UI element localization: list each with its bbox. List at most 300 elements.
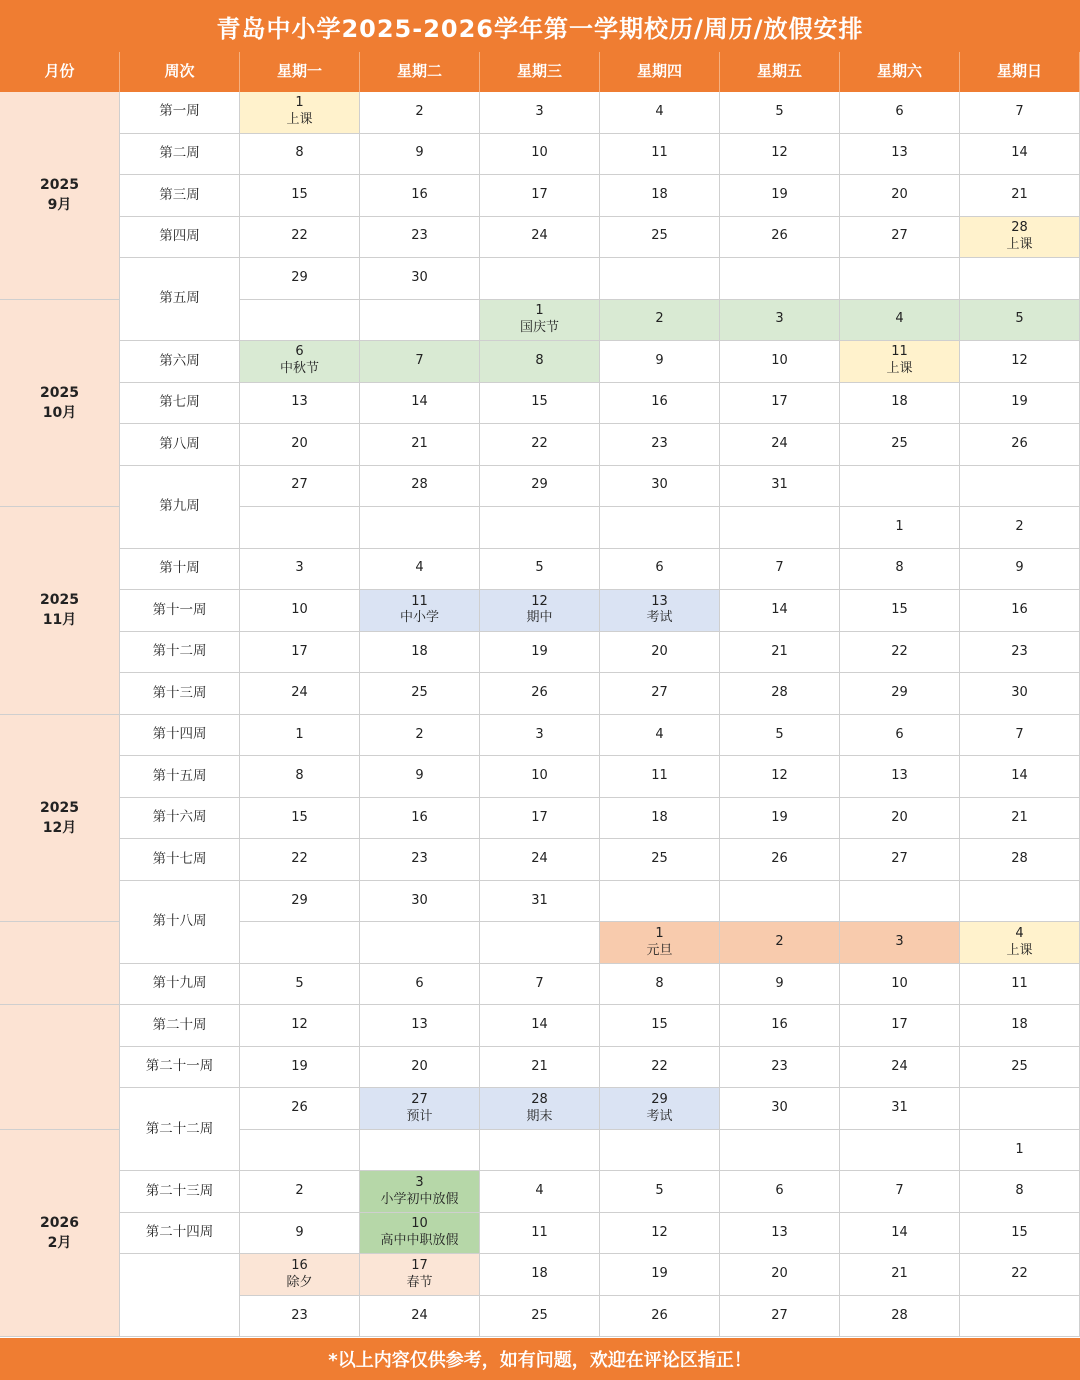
month-label [0,300,120,508]
day-number: 31 [771,477,788,493]
day-cell [960,1171,1080,1213]
day-note: 中秋节 [279,361,319,377]
day-number: 31 [531,892,548,908]
day-cell [360,1088,480,1130]
day-number: 27 [411,1091,428,1107]
day-cell [840,1296,960,1338]
day-number: 5 [535,560,544,576]
day-cell [720,507,840,549]
month-year: 2025 [40,176,79,193]
day-cell [840,922,960,964]
day-number: 23 [771,1058,788,1074]
day-number: 29 [291,269,308,285]
day-cell [600,258,720,300]
day-number: 8 [655,975,664,991]
day-cell [480,258,600,300]
week-name: 第十三周 [152,684,207,701]
column-header-label: 星期二 [396,62,442,81]
day-number: 2 [295,1183,304,1199]
day-cell [720,424,840,466]
day-number: 14 [531,1017,548,1033]
day-number: 31 [891,1100,908,1116]
week-name: 第六周 [159,352,200,369]
day-cell [360,881,480,923]
day-note: 期中 [526,610,553,626]
day-cell [720,756,840,798]
day-number: 13 [891,145,908,161]
day-number: 30 [411,892,428,908]
day-number: 17 [771,394,788,410]
week-label [120,1005,240,1047]
day-cell [360,715,480,757]
day-cell [960,839,1080,881]
month-year: 2026 [40,1214,79,1231]
day-cell [720,673,840,715]
week-label [120,881,240,964]
day-number: 25 [531,1307,548,1323]
day-cell [360,1296,480,1338]
day-number: 15 [891,602,908,617]
day-number: 9 [1015,560,1024,576]
day-number: 23 [651,435,668,451]
day-number: 19 [771,809,788,825]
week-name: 第十一周 [152,601,207,618]
day-number: 22 [291,228,308,244]
month-year: 2025 [40,799,79,816]
day-cell [720,964,840,1006]
week-label-empty [120,1254,240,1337]
day-number: 7 [535,975,544,991]
day-number: 15 [651,1017,668,1033]
week-label [120,673,240,715]
day-number: 3 [295,560,304,576]
week-name: 第一周 [159,103,200,120]
day-cell [960,507,1080,549]
day-cell [480,300,600,342]
day-number: 16 [411,186,428,202]
day-number: 29 [651,1091,668,1107]
day-cell [840,466,960,508]
week-label [120,839,240,881]
day-number: 27 [891,228,908,244]
day-cell [960,258,1080,300]
day-cell [480,383,600,425]
day-number: 26 [771,228,788,244]
day-cell [720,1088,840,1130]
day-cell [360,756,480,798]
day-number: 16 [1011,602,1028,617]
day-number: 16 [771,1017,788,1033]
day-cell [840,632,960,674]
day-cell [240,92,360,134]
week-name: 第二周 [159,145,200,161]
day-number: 8 [295,145,304,161]
day-note: 高中中职放假 [380,1233,459,1249]
day-cell [600,424,720,466]
day-cell [840,798,960,840]
day-cell [840,424,960,466]
day-cell [720,1047,840,1089]
day-cell [600,715,720,757]
day-cell [960,1047,1080,1089]
day-number: 26 [1011,435,1028,451]
day-number: 4 [535,1183,544,1199]
column-header [360,52,480,92]
day-number: 17 [531,186,548,202]
column-header-label: 星期三 [516,62,562,81]
week-name: 第十六周 [152,809,207,826]
day-cell [360,922,480,964]
day-number: 28 [891,1307,908,1323]
day-cell [240,1213,360,1255]
day-cell [960,175,1080,217]
day-number: 11 [651,768,668,784]
day-number: 29 [531,477,548,493]
day-cell [840,175,960,217]
day-cell [240,756,360,798]
day-cell [720,1213,840,1255]
day-number: 3 [415,1174,424,1190]
day-number: 5 [655,1183,664,1199]
day-number: 11 [1011,975,1028,991]
day-number: 30 [651,477,668,493]
week-name: 第十周 [159,560,200,577]
day-cell [360,1213,480,1255]
day-cell [480,1171,600,1213]
week-label [120,217,240,259]
day-cell [840,383,960,425]
day-cell [360,590,480,632]
day-note: 上课 [886,361,913,377]
day-number: 3 [535,726,544,742]
month-label [0,715,120,923]
day-cell [600,549,720,591]
day-cell [360,632,480,674]
day-cell [600,922,720,964]
day-cell [480,881,600,923]
day-number: 7 [415,352,424,368]
day-cell [360,507,480,549]
day-number: 18 [651,186,668,202]
day-cell [600,507,720,549]
day-number: 15 [531,394,548,410]
day-number: 26 [651,1307,668,1323]
day-number: 24 [891,1058,908,1074]
day-cell [600,383,720,425]
week-name: 第五周 [159,290,200,307]
day-cell [840,1005,960,1047]
day-cell [240,383,360,425]
day-cell [360,175,480,217]
week-label [120,1171,240,1213]
day-cell [240,300,360,342]
week-label [120,549,240,591]
week-label [120,175,240,217]
day-cell [240,1296,360,1338]
day-number: 10 [771,352,788,368]
month-label [0,92,120,300]
day-cell [480,756,600,798]
day-note: 中小学 [399,610,439,626]
day-cell [720,217,840,259]
day-cell [240,922,360,964]
day-number: 28 [771,685,788,701]
day-number: 24 [531,851,548,867]
day-number: 4 [655,103,664,119]
day-cell [720,1254,840,1296]
day-cell [960,1254,1080,1296]
day-number: 22 [1011,1266,1028,1282]
day-cell [600,798,720,840]
week-name: 第十五周 [152,767,207,784]
day-number: 30 [411,269,428,285]
day-number: 12 [1011,352,1028,368]
day-number: 27 [891,851,908,867]
day-cell [600,217,720,259]
day-note: 期末 [526,1108,553,1124]
month-name: 11月 [42,612,77,629]
week-label [120,424,240,466]
day-cell [240,549,360,591]
day-note: 除夕 [286,1274,313,1290]
day-number: 21 [411,435,428,451]
day-cell [480,507,600,549]
day-number: 11 [891,344,908,360]
day-cell [840,134,960,176]
day-number: 14 [1011,145,1028,161]
day-cell [480,1296,600,1338]
day-number: 4 [895,311,904,327]
day-number: 6 [895,103,904,119]
day-cell [360,258,480,300]
day-note: 考试 [646,1108,673,1124]
day-number: 23 [291,1307,308,1323]
day-cell [480,217,600,259]
day-cell [600,1171,720,1213]
day-cell [480,549,600,591]
day-cell [840,92,960,134]
week-name: 第十四周 [152,726,207,743]
day-cell [480,590,600,632]
day-cell [720,715,840,757]
day-cell [600,341,720,383]
day-cell [240,715,360,757]
day-note: 小学初中放假 [380,1191,459,1207]
day-number: 7 [775,560,784,576]
week-label [120,134,240,176]
day-cell [600,1088,720,1130]
day-number: 21 [1011,186,1028,202]
day-cell [840,549,960,591]
day-cell [840,590,960,632]
day-cell [240,881,360,923]
day-cell [360,673,480,715]
day-cell [960,1088,1080,1130]
day-number: 16 [651,394,668,410]
day-number: 28 [1011,219,1028,235]
day-number: 18 [1011,1017,1028,1033]
day-cell [720,1171,840,1213]
day-cell [480,92,600,134]
week-label [120,258,240,341]
day-cell [720,258,840,300]
day-cell [720,383,840,425]
day-number: 10 [531,768,548,784]
column-header [840,52,960,92]
day-number: 14 [411,394,428,410]
day-number: 21 [1011,809,1028,825]
day-number: 10 [411,1216,428,1232]
day-number: 8 [535,352,544,368]
day-cell [960,134,1080,176]
day-cell [720,1130,840,1172]
day-cell [600,964,720,1006]
day-number: 25 [891,435,908,451]
day-number: 30 [1011,685,1028,701]
day-number: 13 [291,394,308,410]
day-number: 1 [295,726,304,742]
day-cell [840,300,960,342]
column-header-label: 星期一 [276,62,322,81]
day-number: 26 [291,1100,308,1116]
day-number: 3 [895,934,904,950]
day-cell [720,922,840,964]
day-cell [240,1088,360,1130]
day-cell [960,922,1080,964]
day-cell [600,300,720,342]
week-name: 第二十周 [152,1016,207,1033]
day-number: 12 [771,145,788,161]
day-cell [600,1130,720,1172]
week-label [120,964,240,1006]
day-number: 20 [771,1266,788,1282]
day-number: 10 [291,602,308,617]
day-cell [240,466,360,508]
day-cell [720,839,840,881]
day-cell [480,1130,600,1172]
day-cell [840,756,960,798]
day-number: 19 [771,186,788,202]
day-cell [720,549,840,591]
day-cell [480,1047,600,1089]
week-label [120,383,240,425]
month-label [0,507,120,715]
day-cell [720,881,840,923]
day-cell [960,1130,1080,1172]
day-number: 27 [771,1307,788,1323]
page-title: 青岛中小学2025-2026学年第一学期校历/周历/放假安排 [0,0,1080,52]
day-number: 22 [531,435,548,451]
day-cell [960,549,1080,591]
day-number: 21 [771,643,788,659]
day-cell [480,1254,600,1296]
day-number: 24 [771,435,788,451]
day-number: 2 [415,103,424,119]
day-cell [840,1213,960,1255]
week-name: 第三周 [159,186,200,203]
column-header [240,52,360,92]
day-number: 1 [295,95,304,111]
day-note: 国庆节 [519,319,559,335]
day-number: 3 [775,311,784,327]
day-number: 1 [535,302,544,318]
month-name: 2月 [47,1235,72,1252]
day-number: 24 [291,685,308,701]
day-number: 20 [891,809,908,825]
day-cell [840,1254,960,1296]
day-number: 3 [535,103,544,119]
month-name: 10月 [42,404,77,421]
day-number: 8 [295,768,304,784]
day-cell [960,756,1080,798]
day-cell [840,964,960,1006]
day-cell [720,1296,840,1338]
day-cell [960,383,1080,425]
day-number: 2 [1015,518,1024,534]
day-cell [240,1130,360,1172]
column-header-label: 星期五 [756,62,802,81]
day-number: 6 [895,726,904,742]
day-cell [360,964,480,1006]
day-number: 2 [655,311,664,327]
day-number: 2 [775,934,784,950]
day-number: 21 [891,1266,908,1282]
day-number: 20 [891,186,908,202]
day-cell [240,341,360,383]
day-cell [840,673,960,715]
day-number: 17 [891,1017,908,1033]
day-number: 8 [895,560,904,576]
day-cell [960,964,1080,1006]
day-cell [600,175,720,217]
day-number: 7 [895,1183,904,1199]
day-number: 6 [415,975,424,991]
day-number: 29 [291,892,308,908]
day-number: 14 [891,1224,908,1240]
month-year: 2025 [40,592,79,609]
day-number: 19 [291,1058,308,1074]
week-name: 第七周 [159,394,200,411]
day-number: 9 [415,768,424,784]
month-label [0,922,120,1005]
day-cell [720,92,840,134]
day-number: 13 [411,1017,428,1033]
day-cell [960,632,1080,674]
day-cell [480,1213,600,1255]
day-number: 1 [1015,1141,1024,1157]
day-number: 2 [415,726,424,742]
day-number: 14 [771,602,788,617]
day-cell [360,383,480,425]
day-cell [960,1005,1080,1047]
day-number: 10 [891,975,908,991]
day-cell [600,92,720,134]
day-cell [720,134,840,176]
day-number: 24 [411,1307,428,1323]
day-number: 26 [771,851,788,867]
day-number: 20 [291,435,308,451]
day-cell [600,881,720,923]
day-cell [600,756,720,798]
day-cell [240,175,360,217]
day-number: 16 [411,809,428,825]
day-number: 4 [415,560,424,576]
day-cell [600,590,720,632]
day-number: 9 [415,145,424,161]
day-cell [240,1171,360,1213]
day-number: 17 [411,1257,428,1273]
day-cell [960,798,1080,840]
